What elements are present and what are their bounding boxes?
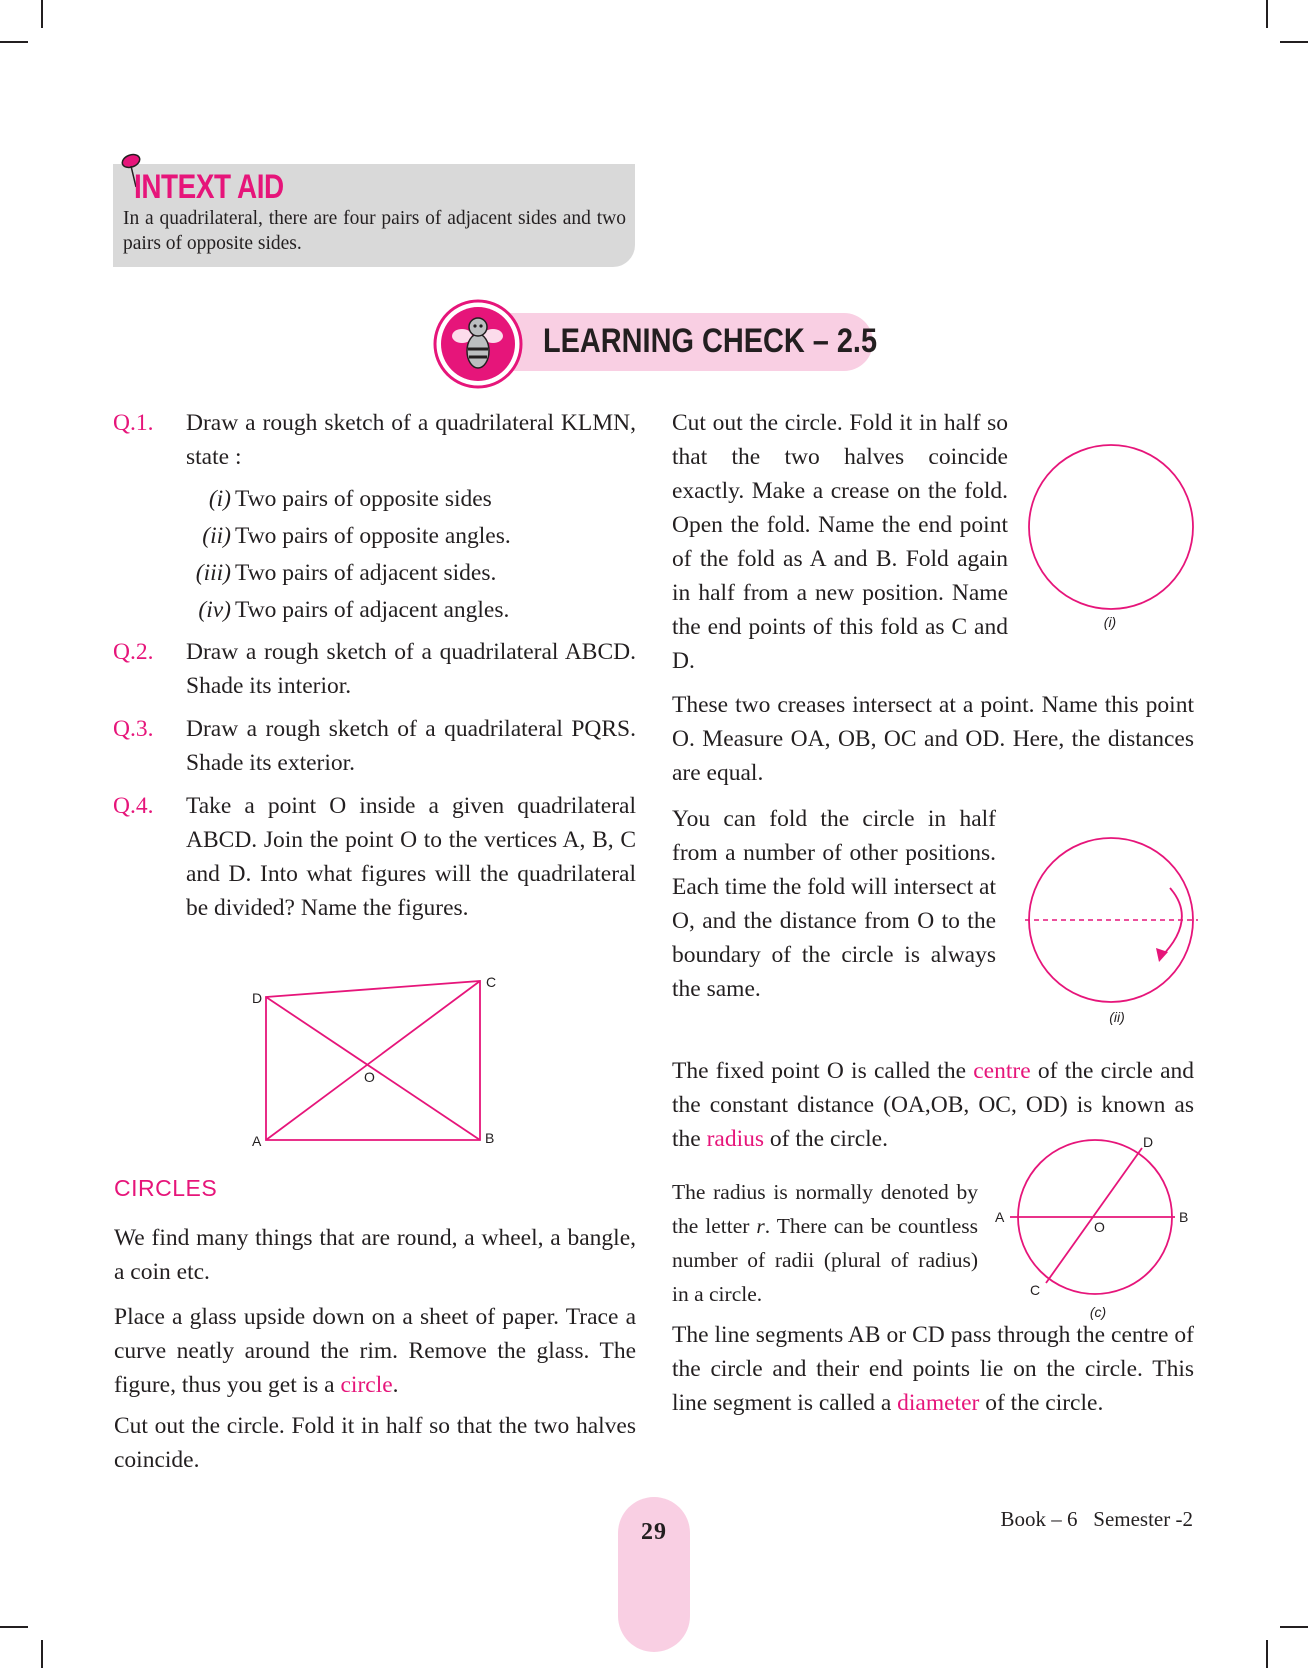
paragraph-text: The fixed point O is called the — [672, 1058, 974, 1084]
term-circle: circle — [340, 1372, 393, 1398]
paragraph: We find many things that are round, a wheel, a bangle, a coin etc. — [114, 1225, 636, 1285]
question-text: Draw a rough sketch of a quadrilateral PQRS. Shade its exterior. — [186, 716, 636, 776]
page-number: 29 — [641, 1519, 667, 1545]
question-number: Q.2. — [113, 639, 154, 665]
term-centre: centre — [973, 1058, 1031, 1084]
point-label-b: B — [1179, 1209, 1189, 1225]
point-label-c: C — [1030, 1282, 1041, 1298]
sub-question-text: Two pairs of opposite angles. — [235, 523, 511, 549]
sub-question-text: Two pairs of adjacent angles. — [235, 597, 510, 623]
paragraph-text: of the circle and the constant distance (OA,OB, OC, OD) is known as the — [672, 1058, 1194, 1152]
point-label-o: O — [364, 1069, 375, 1085]
question-number: Q.1. — [113, 410, 154, 436]
question-text: Draw a rough sketch of a quadrilateral KLMN, state : — [186, 410, 636, 470]
sub-question — [186, 519, 511, 553]
vertex-label-d: D — [252, 990, 263, 1006]
sub-question-number: (i) — [208, 486, 231, 512]
question-number: Q.4. — [113, 793, 154, 819]
fold-arrow-icon — [1160, 888, 1182, 958]
circle-outline — [1029, 445, 1193, 609]
figure-caption: (ii) — [1109, 1009, 1125, 1025]
footer-book-info: Book – 6 Semester -2 — [1000, 1507, 1193, 1531]
intext-aid-title: INTEXT AID — [134, 168, 284, 206]
paragraph-text: The radius is normally denoted by the letter — [672, 1180, 978, 1238]
crop-mark — [41, 1640, 43, 1668]
sub-question-number: (iv) — [198, 597, 231, 623]
paragraph — [672, 1318, 1194, 1420]
figure-caption: (i) — [1103, 614, 1117, 630]
crop-mark — [0, 1626, 28, 1628]
circle-figure-c — [990, 1128, 1200, 1323]
diameter-cd — [1046, 1148, 1142, 1283]
intext-aid-text: In a quadrilateral, there are four pairs of adjacent sides and two pairs of opposite sides. — [123, 208, 626, 254]
paragraph-text: . — [392, 1372, 399, 1398]
sub-question — [186, 593, 509, 627]
sub-question-text: Two pairs of opposite sides — [235, 486, 492, 512]
vertex-label-c: C — [486, 974, 497, 990]
figure-caption: (c) — [1089, 1304, 1107, 1320]
diagonal-ac — [266, 981, 480, 1140]
circle-figure-i — [1020, 440, 1200, 640]
question-text: Take a point O inside a given quadrilateral ABCD. Join the point O to the vertices A, B, C and D. Into what figures will the quadrilateral be divided? Name the figures. — [186, 793, 636, 921]
paragraph — [114, 1300, 636, 1402]
sub-question-number: (ii) — [202, 523, 231, 549]
section-heading-circles: CIRCLES — [114, 1175, 218, 1201]
paragraph: Cut out the circle. Fold it in half so that the two halves coincide. — [114, 1413, 636, 1473]
sub-question-text: Two pairs of adjacent sides. — [235, 560, 497, 586]
paragraph-text: . There can be countless number of radii (plural of radius) in a circle. — [672, 1214, 978, 1306]
crop-mark — [1266, 1640, 1268, 1668]
question-number: Q.3. — [113, 716, 154, 742]
vertex-label-a: A — [252, 1133, 262, 1149]
variable-r: r — [756, 1214, 765, 1238]
paragraph-text: Place a glass upside down on a sheet of paper. Trace a curve neatly around the rim. Remove the glass. The figure, thus you get is a — [114, 1304, 636, 1398]
paragraph: You can fold the circle in half from a number of other positions. Each time the fold will intersect at O, and the distance from O to the boundary of the circle is always the same. — [672, 806, 996, 1002]
sub-question — [186, 482, 492, 516]
sub-question-number: (iii) — [195, 560, 231, 586]
crop-mark — [0, 41, 28, 43]
quadrilateral-figure — [240, 965, 510, 1155]
question-text: Draw a rough sketch of a quadrilateral ABCD. Shade its interior. — [186, 639, 636, 699]
point-label-o: O — [1094, 1219, 1105, 1235]
crop-mark — [1280, 1626, 1308, 1628]
sub-question — [186, 556, 496, 590]
paragraph: Cut out the circle. Fold it in half so that the two halves coincide exactly. Make a crease on the fold. Open the fold. Name the end point of the fold as A and B. Fold again in half from a new position. Name the end points of this fold as C and D. — [672, 410, 1008, 674]
crop-mark — [41, 0, 43, 28]
crop-mark — [1266, 0, 1268, 28]
term-diameter: diameter — [897, 1390, 980, 1416]
paragraph: These two creases intersect at a point. Name this point O. Measure OA, OB, OC and OD. Here, the distances are equal. — [672, 692, 1194, 786]
point-label-d: D — [1143, 1134, 1154, 1150]
paragraph — [672, 1175, 978, 1311]
learning-check-title: LEARNING CHECK – 2.5 — [543, 322, 878, 360]
circle-figure-ii — [1020, 830, 1200, 1030]
bee-mascot-icon — [433, 299, 523, 389]
paragraph-text: The line segments AB or CD pass through the centre of the circle and their end points lie on the circle. This line segment is called a — [672, 1322, 1194, 1416]
crop-mark — [1280, 41, 1308, 43]
vertex-label-b: B — [485, 1130, 495, 1146]
term-radius: radius — [706, 1126, 765, 1152]
paragraph-text: of the circle. — [764, 1126, 888, 1152]
point-label-a: A — [995, 1209, 1005, 1225]
paragraph-text: of the circle. — [979, 1390, 1104, 1416]
